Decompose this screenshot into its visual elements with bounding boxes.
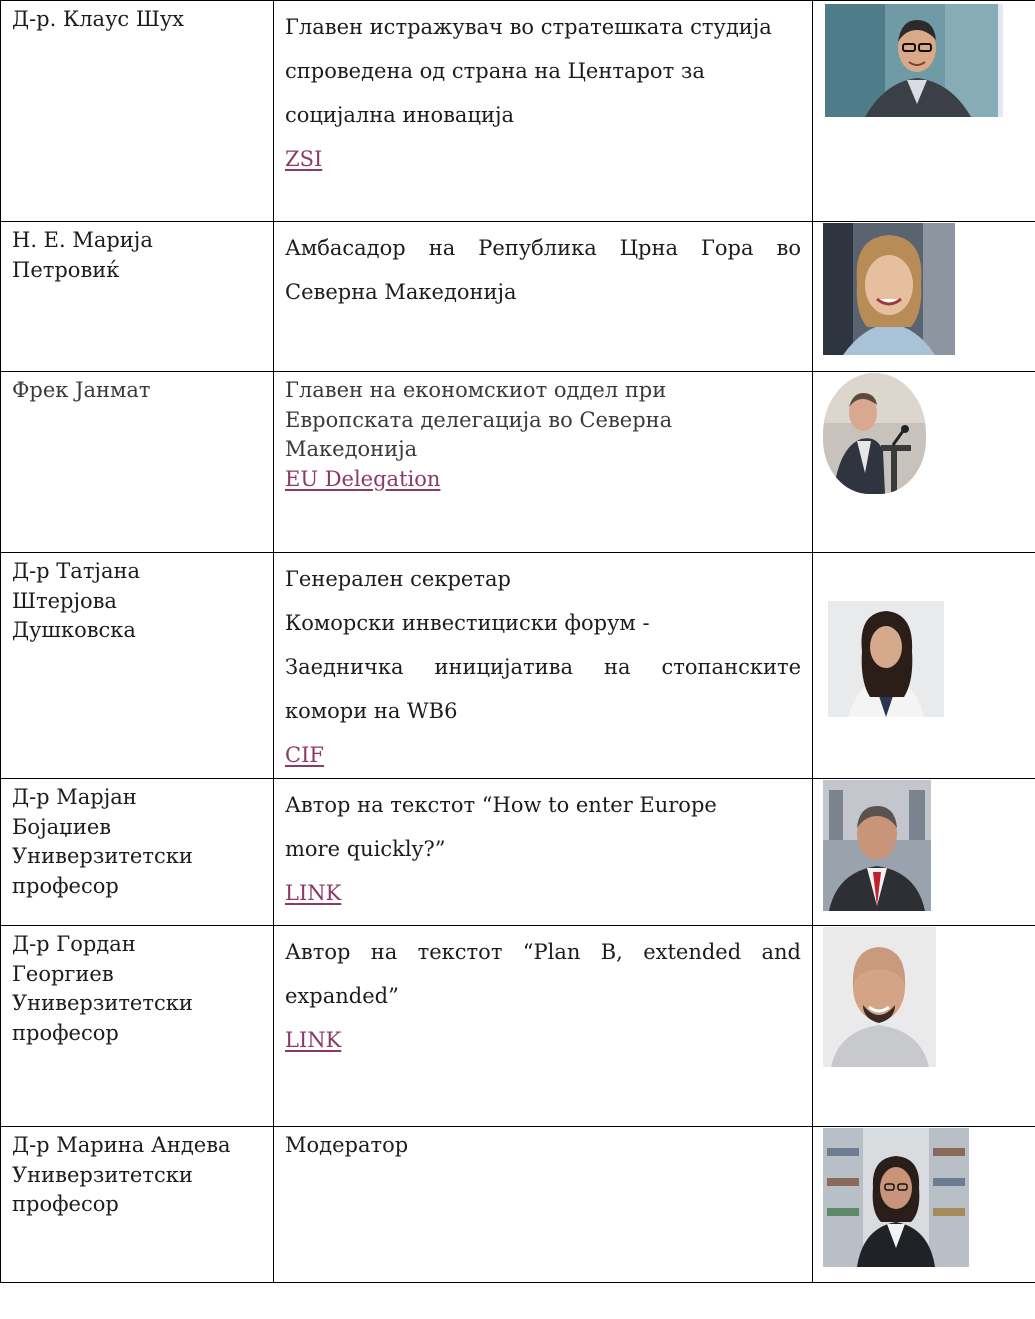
speaker-description: Автор на текстот “Plan B, extended and expanded” LINK — [274, 926, 813, 1127]
speaker-photo-cell — [813, 926, 1035, 1127]
speaker-photo-cell — [813, 1127, 1035, 1283]
speaker-name: Д-р Гордан Георгиев Универзитетски професор — [1, 926, 274, 1127]
speaker-description: Автор на текстот “How to enter Europe more quickly?” LINK — [274, 779, 813, 926]
cif-link[interactable]: CIF — [285, 743, 324, 767]
speaker-photo-cell — [813, 372, 1035, 553]
table-row — [1, 222, 1035, 372]
table-row — [1, 372, 1035, 553]
table-row — [1, 926, 1035, 1127]
speaker-description: Модератор — [274, 1127, 813, 1283]
speaker-photo — [823, 223, 955, 355]
table-row — [1, 553, 1035, 779]
table-row — [1, 779, 1035, 926]
speaker-photo-cell — [813, 553, 1035, 779]
speaker-description: Главен истражувач во стратешката студија спроведена од страна на Центарот за социјална иновација ZSI — [274, 1, 813, 222]
georgiev-text-link[interactable]: LINK — [285, 1028, 342, 1052]
speaker-photo-cell — [813, 1, 1035, 222]
speaker-name: Н. Е. Марија Петровиќ — [1, 222, 274, 372]
speaker-name: Д-р. Клаус Шух — [1, 1, 274, 222]
speaker-photo — [823, 780, 931, 911]
zsi-link[interactable]: ZSI — [285, 147, 323, 171]
speaker-photo — [828, 601, 944, 717]
table-row — [1, 1127, 1035, 1283]
eu-delegation-link[interactable]: EU Delegation — [285, 466, 441, 491]
speaker-photo — [825, 4, 1003, 117]
speaker-name: Д-р Татјана Штерјова Душковска — [1, 553, 274, 779]
speaker-description: Генерален секретар Коморски инвестициски форум - Заедничка иницијатива на стопанските комори на WB6 CIF — [274, 553, 813, 779]
speaker-description: Амбасадор на Република Црна Гора во Северна Македонија — [274, 222, 813, 372]
speaker-photo-cell — [813, 222, 1035, 372]
speaker-photo — [823, 373, 926, 494]
speaker-name: Фрек Јанмат — [1, 372, 274, 553]
table-row — [1, 1, 1035, 222]
speaker-name: Д-р Марјан Бојаџиев Универзитетски професор — [1, 779, 274, 926]
speaker-photo — [823, 1128, 969, 1267]
speaker-photo — [823, 927, 936, 1067]
speaker-photo-cell — [813, 779, 1035, 926]
bojadziev-text-link[interactable]: LINK — [285, 881, 342, 905]
speaker-description: Главен на економскиот оддел при Европската делегација во Северна Македонија EU Delegation — [274, 372, 813, 553]
speaker-name: Д-р Марина Андева Универзитетски професор — [1, 1127, 274, 1283]
